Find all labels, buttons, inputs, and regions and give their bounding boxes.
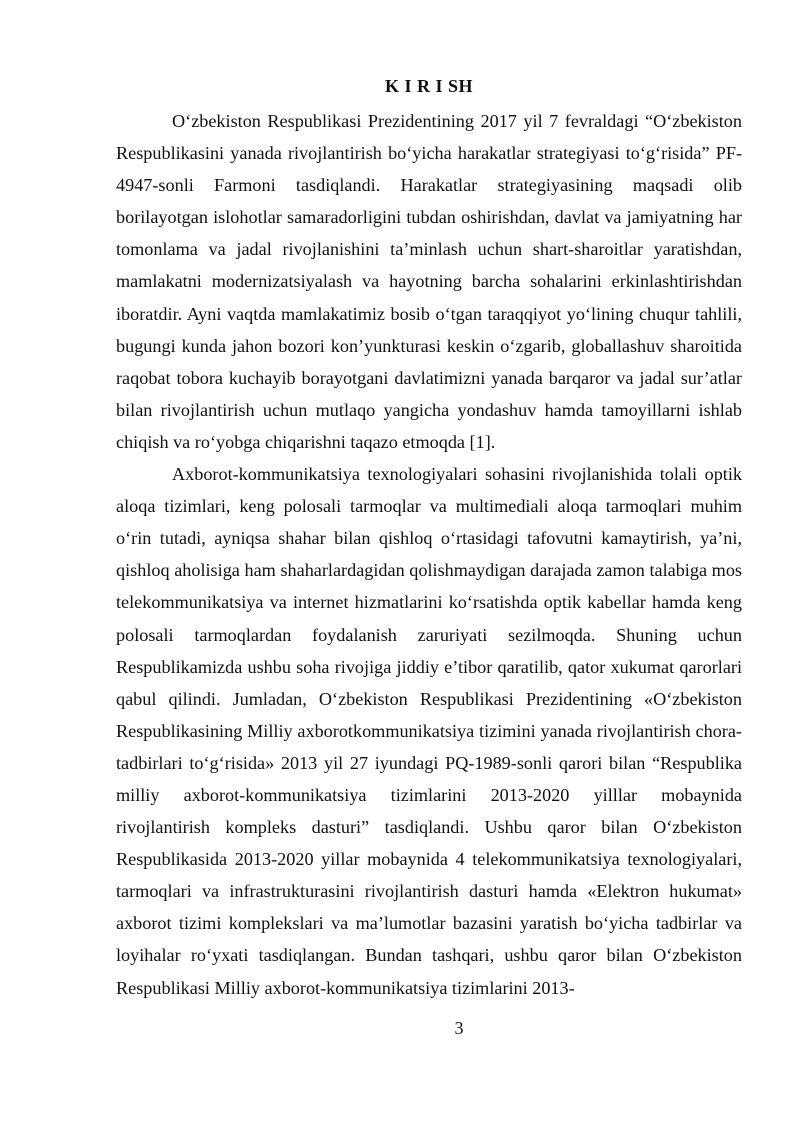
paragraph-1: O‘zbekiston Respublikasi Prezidentining 2017 yil 7 fevraldagi “O‘zbekiston Respublikasini yanada rivojlantirish bo‘yicha harakatlar strategiyasi to‘g‘risida” PF-4947-sonli Farmoni tasdiqlandi. Harakatlar strategiyasining maqsadi olib borilayotgan islohotlar samaradorligini tubdan oshirishdan, davlat va jamiyatning har tomonlama va jadal rivojlanishini ta’minlash uchun shart-sharoitlar yaratishdan, mamlakatni modernizatsiyalash va hayotning barcha sohalarini erkinlashtirishdan iboratdir. Ayni vaqtda mamlakatimiz bosib o‘tgan taraqqiyot yo‘lining chuqur tahlili, bugungi kunda jahon bozori kon’yunkturasi keskin o‘zgarib, globallashuv sharoitida raqobat tobora kuchayib borayotgani davlatimizni yanada barqaror va jadal sur’atlar bilan rivojlantirish uchun mutlaqo yangicha yondashuv hamda tamoyillarni ishlab chiqish va ro‘yobga chiqarishni taqazo etmoqda [1]. (116, 111, 742, 452)
section-title: K I R I SH (384, 76, 474, 96)
body-text (116, 105, 742, 1004)
paragraph-2: Axborot-kommunikatsiya texnologiyalari sohasini rivojlanishida tolali optik aloqa tizimlari, keng polosali tarmoqlar va multimediali aloqa tarmoqlari muhim o‘rin tutadi, ayniqsa shahar bilan qishloq o‘rtasidagi tafovutni kamaytirish, ya’ni, qishloq aholisiga ham shaharlardagidan qolishmaydigan darajada zamon talabiga mos telekommunikatsiya va internet hizmatlarini ko‘rsatishda optik kabellar hamda keng polosali tarmoqlardan foydalanish zaruriyati sezilmoqda. Shuning uchun Respublikamizda ushbu soha rivojiga jiddiy e’tibor qaratilib, qator xukumat qarorlari qabul qilindi. Jumladan, O‘zbekiston Respublikasi Prezidentining «O‘zbekiston Respublikasining Milliy axborotkommunikatsiya tizimini yanada rivojlantirish chora-tadbirlari to‘g‘risida» 2013 yil 27 iyundagi PQ-1989-sonli qarori bilan “Respublika milliy axborot-kommunikatsiya tizimlarini 2013-2020 yilllar mobaynida rivojlantirish kompleks dasturi” tasdiqlandi. Ushbu qaror bilan O‘zbekiston Respublikasida 2013-2020 yillar mobaynida 4 telekommunikatsiya texnologiyalari, tarmoqlari va infrastrukturasini rivojlantirish dasturi hamda «Elektron hukumat» axborot tizimi komplekslari va ma’lumotlar bazasini yaratish bo‘yicha tadbirlar va loyihalar ro‘yxati tasdiqlangan. Bundan tashqari, ushbu qaror bilan O‘zbekiston Respublikasi Milliy axborot-kommunikatsiya tizimlarini 2013- (116, 464, 742, 998)
page-number: 3 (454, 1018, 464, 1038)
